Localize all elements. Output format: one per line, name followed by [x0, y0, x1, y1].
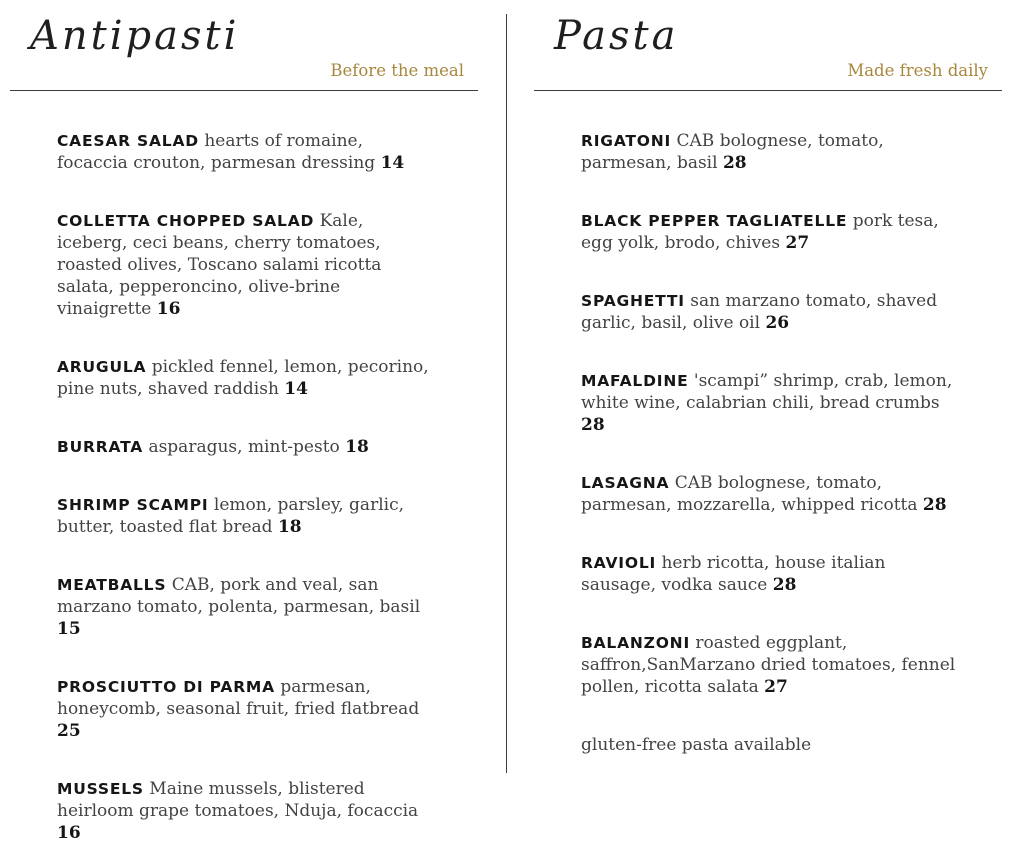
item-price: 18	[345, 437, 369, 457]
item-price: 15	[57, 619, 81, 639]
section-title: Antipasti	[30, 13, 240, 59]
item-name: RIGATONI	[581, 132, 672, 150]
menu-item	[57, 574, 435, 640]
section-subtitle: Before the meal	[330, 61, 464, 80]
menu-item	[57, 676, 435, 742]
section-subtitle: Made fresh daily	[847, 61, 988, 80]
item-name: MAFALDINE	[581, 372, 689, 390]
menu-item	[57, 356, 435, 400]
menu-item	[581, 130, 959, 174]
item-name: BALANZONI	[581, 634, 691, 652]
item-price: 18	[277, 517, 302, 537]
menu-item	[581, 632, 959, 698]
section-pasta	[507, 0, 1023, 773]
menu-item	[581, 370, 959, 436]
section-antipasti	[0, 0, 506, 843]
item-price: 25	[57, 721, 81, 741]
item-name: RAVIOLI	[581, 554, 657, 572]
item-desc: herb ricotta, house italian sausage, vodka sauce	[581, 553, 886, 595]
menu-item	[581, 210, 959, 254]
item-list	[10, 130, 478, 844]
item-name: MEATBALLS	[57, 576, 167, 594]
item-list	[534, 130, 1002, 698]
item-name: COLLETTA CHOPPED SALAD	[57, 212, 315, 230]
item-price: 28	[772, 575, 797, 595]
item-price: 27	[785, 233, 810, 253]
item-name: PROSCIUTTO DI PARMA	[57, 678, 275, 696]
item-price: 28	[922, 495, 947, 515]
item-desc: CAB, pork and veal, san marzano tomato, polenta, parmesan, basil	[57, 575, 421, 617]
item-desc: lemon, parsley, garlic, butter, toasted flat bread	[57, 495, 404, 537]
section-note: gluten-free pasta available	[581, 735, 812, 755]
item-desc: Maine mussels, blistered heirloom grape tomatoes, Nduja, focaccia	[57, 779, 419, 821]
item-name: BLACK PEPPER TAGLIATELLE	[581, 212, 848, 230]
menu-item	[581, 552, 959, 596]
menu-item	[57, 778, 435, 844]
section-rule	[534, 90, 1002, 91]
item-desc: roasted eggplant, saffron,SanMarzano dried tomatoes, fennel pollen, ricotta salata	[581, 633, 956, 697]
menu-item	[57, 436, 435, 458]
menu-item	[581, 290, 959, 334]
item-desc: CAB bolognese, tomato, parmesan, mozzarella, whipped ricotta	[581, 473, 918, 515]
item-name: ARUGULA	[57, 358, 147, 376]
menu-item	[57, 210, 435, 320]
item-price: 16	[57, 823, 81, 843]
item-name: LASAGNA	[581, 474, 670, 492]
menu-item	[57, 494, 435, 538]
item-name: MUSSELS	[57, 780, 144, 798]
menu-item	[57, 130, 435, 174]
item-price: 14	[284, 379, 308, 399]
item-name: CAESAR SALAD	[57, 132, 199, 150]
item-desc: asparagus, mint-pesto	[148, 437, 340, 457]
item-desc: parmesan, honeycomb, seasonal fruit, fried flatbread	[57, 677, 420, 719]
item-desc: CAB bolognese, tomato, parmesan, basil	[581, 131, 884, 173]
item-desc: pork tesa, egg yolk, brodo, chives	[581, 211, 939, 253]
item-desc: 'scampi” shrimp, crab, lemon, white wine, calabrian chili, bread crumbs	[581, 371, 953, 413]
item-desc: hearts of romaine, focaccia crouton, parmesan dressing	[57, 131, 376, 173]
item-price: 28	[722, 153, 747, 173]
item-name: BURRATA	[57, 438, 144, 456]
item-price: 16	[156, 299, 181, 319]
section-rule	[10, 90, 478, 91]
item-price: 26	[765, 313, 790, 333]
item-desc: pickled fennel, lemon, pecorino, pine nuts, shaved raddish	[57, 357, 429, 399]
item-price: 28	[581, 415, 605, 435]
menu-item	[581, 472, 959, 516]
section-title: Pasta	[554, 13, 679, 59]
item-desc: san marzano tomato, shaved garlic, basil, olive oil	[581, 291, 938, 333]
item-desc: Kale, iceberg, ceci beans, cherry tomatoes, roasted olives, Toscano salami ricotta salata, pepperoncino, olive-brine vinaigrette	[57, 211, 382, 319]
item-price: 27	[764, 677, 788, 697]
item-price: 14	[380, 153, 405, 173]
item-name: SHRIMP SCAMPI	[57, 496, 209, 514]
item-name: SPAGHETTI	[581, 292, 685, 310]
